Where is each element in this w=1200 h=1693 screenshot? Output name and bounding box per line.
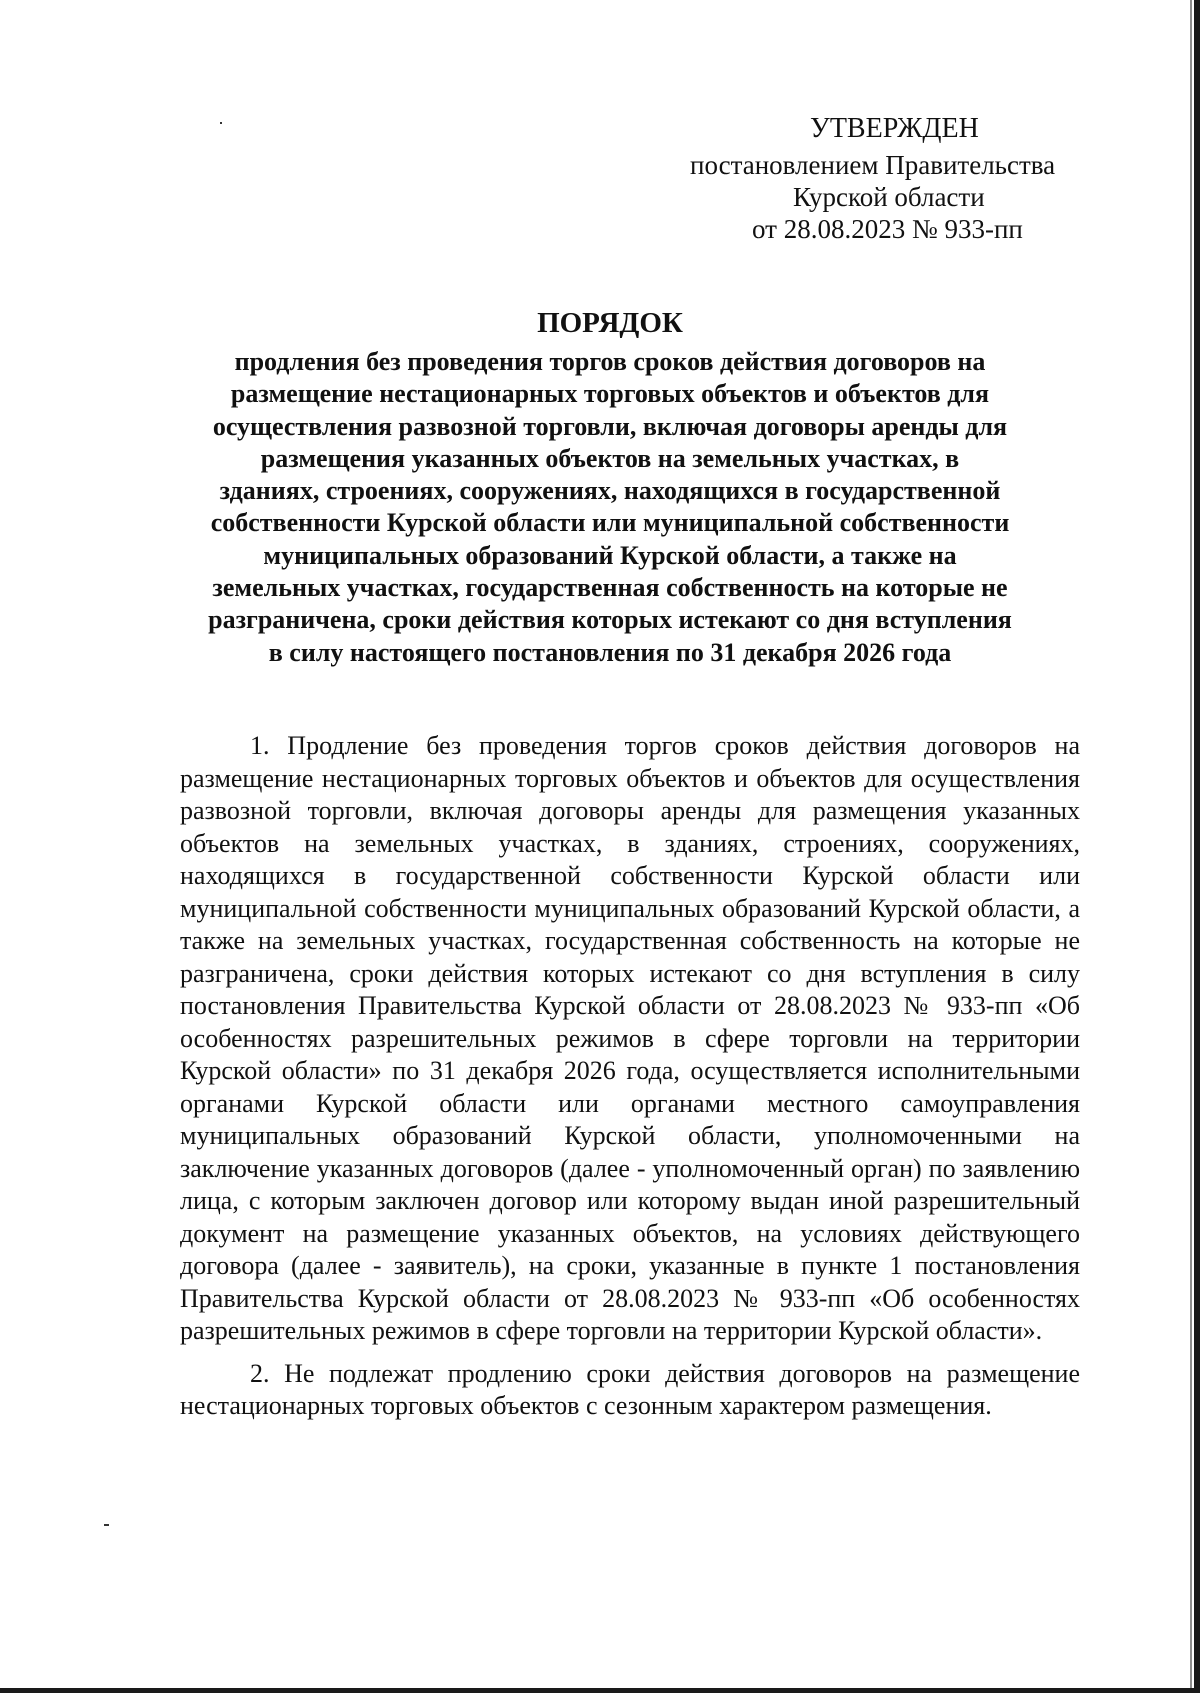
approval-region: Курской области bbox=[793, 182, 985, 212]
subtitle-line: продления без проведения торгов сроков действия договоров на bbox=[234, 347, 986, 376]
subtitle-line: осуществления развозной торговли, включая договоры аренды для bbox=[212, 411, 1008, 441]
paragraph-2: 2. Не подлежат продлению сроки действия договоров на размещение нестационарных торговых объектов с сезонным характером размещения. bbox=[180, 1358, 1080, 1420]
subtitle-line: собственности Курской области или муниципальной собственности bbox=[210, 508, 1010, 538]
document-subtitle bbox=[170, 346, 1050, 669]
subtitle-line: в силу настоящего постановления по 31 декабря 2026 года bbox=[268, 637, 952, 667]
approval-date-number: от 28.08.2023 № 933-пп bbox=[752, 214, 1023, 244]
approval-status: УТВЕРЖДЕН bbox=[810, 113, 979, 144]
subtitle-line: зданиях, строениях, сооружениях, находящихся в государственной bbox=[219, 476, 1001, 506]
scan-border-bottom bbox=[0, 1688, 1200, 1693]
subtitle-line: разграничена, сроки действия которых истекают со дня вступления bbox=[208, 605, 1012, 635]
subtitle-line: муниципальных образований Курской области, а также на bbox=[263, 540, 957, 570]
scan-border-right-inner bbox=[1190, 0, 1192, 1693]
document-title: ПОРЯДОК bbox=[537, 307, 683, 339]
scan-speck bbox=[220, 122, 222, 124]
subtitle-line: размещения указанных объектов на земельных участках, в bbox=[260, 443, 960, 473]
scan-border-right bbox=[1194, 0, 1200, 1693]
document-body bbox=[180, 730, 1080, 1423]
approval-authority: постановлением Правительства bbox=[690, 150, 1056, 180]
subtitle-line: размещение нестационарных торговых объектов и объектов для bbox=[230, 379, 990, 409]
scan-speck bbox=[104, 1524, 109, 1526]
subtitle-line: земельных участках, государственная собственность на которые не bbox=[212, 573, 1008, 603]
paragraph-1: 1. Продление без проведения торгов сроков действия договоров на размещение нестационарных торговых объектов и объектов для осуществления развозной торговли, включая договоры аренды для размещения указанных объектов на земельных участках, в зданиях, строениях, сооружениях, находящихся в государственной собственности Курской области или муниципальной собственности муниципальных образований Курской области, а также на земельных участках, государственная собственность на которые не разграничена, сроки действия которых истекают со дня вступления в силу постановления Правительства Курской области от 28.08.2023 № 933-пп «Об особенностях разрешительных режимов в сфере торговли на территории Курской области» по 31 декабря 2026 года, осуществляется исполнительными органами Курской области или органами местного самоуправления муниципальных образований Курской области, уполномоченными на заключение указанных договоров (далее - уполномоченный орган) по заявлению лица, с которым заключен договор или которому выдан иной разрешительный документ на размещение указанных объектов, на условиях действующего договора (далее - заявитель), на сроки, указанные в пункте 1 постановления Правительства Курской области от 28.08.2023 № 933-пп «Об особенностях разрешительных режимов в сфере торговли на территории Курской области». bbox=[180, 731, 1080, 1345]
